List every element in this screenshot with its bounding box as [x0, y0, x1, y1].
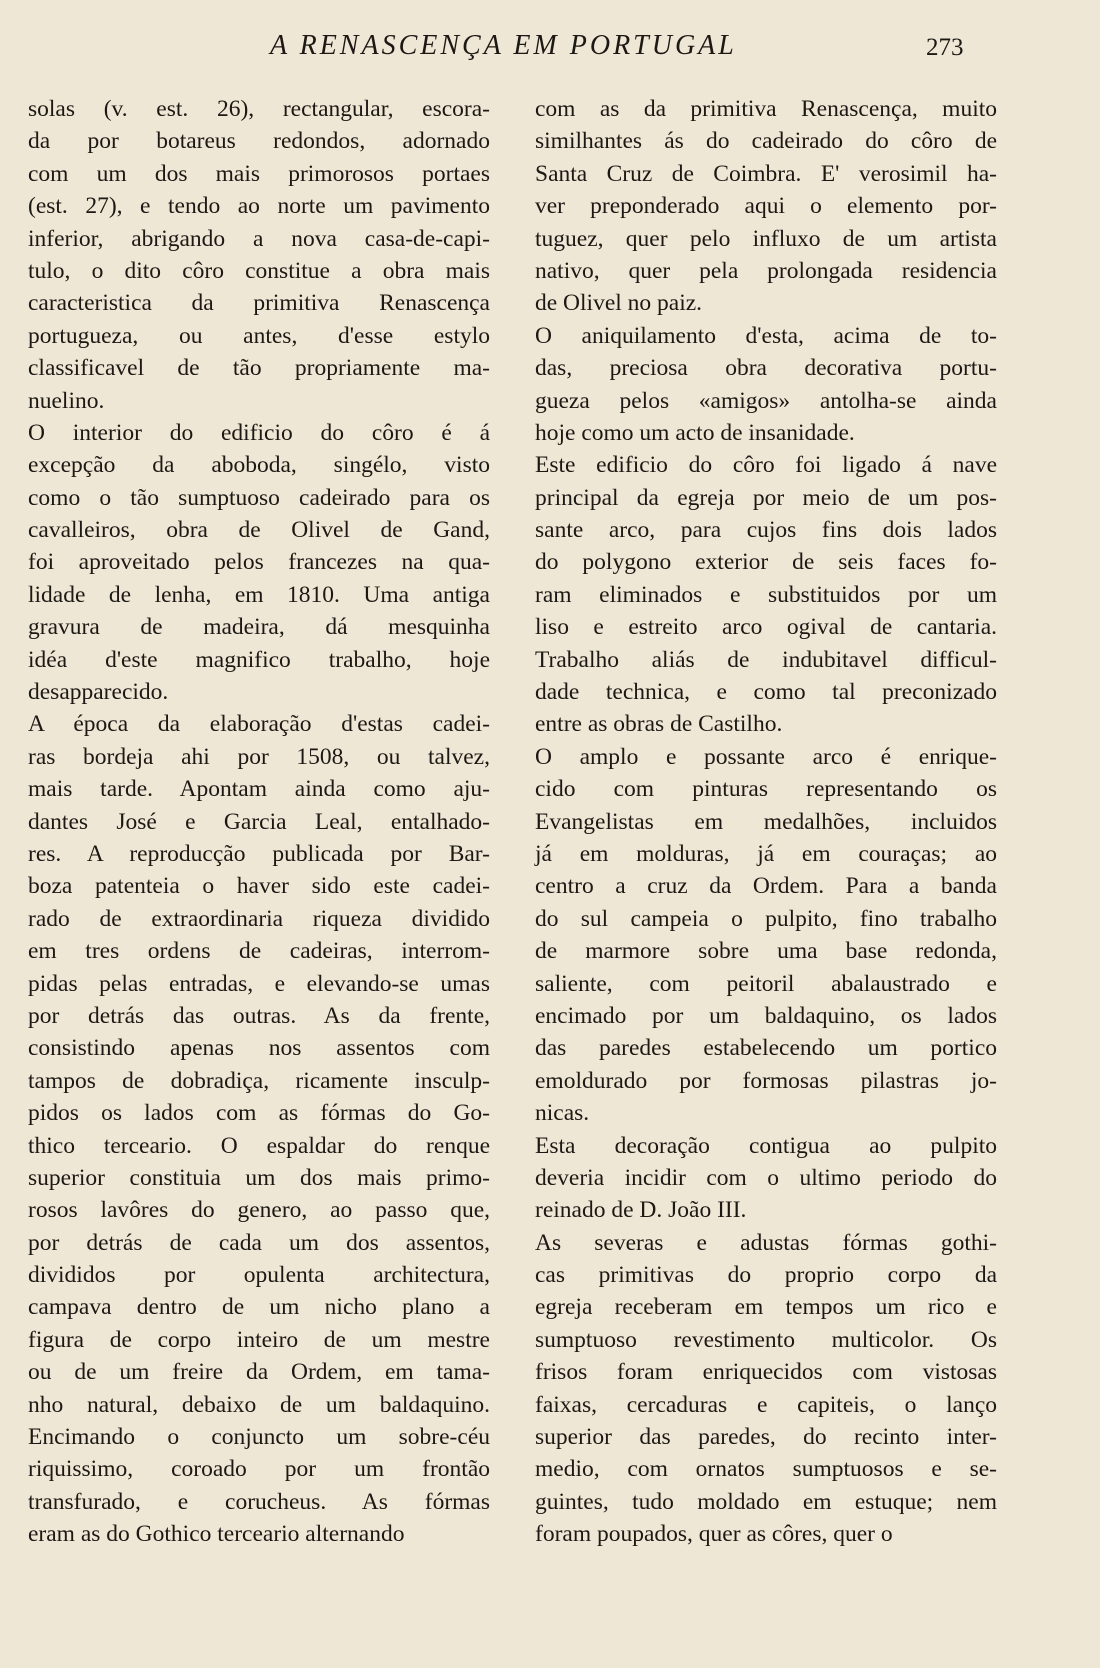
text-line: figura de corpo inteiro de um mestre [28, 1326, 490, 1353]
text-line: O aniquilamento d'esta, acima de to- [535, 322, 997, 349]
text-line: emoldurado por formosas pilastras jo- [535, 1067, 997, 1094]
text-line: com as da primitiva Renascença, muito [535, 96, 997, 122]
text-line: liso e estreito arco ogival de cantaria. [535, 614, 997, 641]
text-line: das paredes estabelecendo um portico [535, 1035, 997, 1062]
text-line: nuelino. [28, 387, 105, 414]
text-line: inferior, abrigando a nova casa-de-capi- [28, 225, 490, 252]
text-line: dantes José e Garcia Leal, entalhado- [28, 808, 490, 835]
text-line: A época da elaboração d'estas cadei- [28, 711, 490, 738]
text-line: hoje como um acto de insanidade. [535, 419, 855, 446]
text-line: solas (v. est. 26), rectangular, escora- [28, 96, 490, 122]
text-line: em tres ordens de cadeiras, interrom- [28, 938, 490, 965]
text-line: Esta decoração contigua ao pulpito [535, 1132, 997, 1159]
text-line: cido com pinturas representando os [535, 776, 997, 803]
text-line: de Olivel no paiz. [535, 290, 703, 317]
text-line: cas primitivas do proprio corpo da [535, 1262, 997, 1289]
text-line: gueza pelos «amigos» antolha-se ainda [535, 387, 997, 414]
text-line: principal da egreja por meio de um pos- [535, 484, 997, 511]
text-line: mais tarde. Apontam ainda como aju- [28, 776, 490, 803]
text-line: pidos os lados com as fórmas do Go- [28, 1100, 490, 1127]
running-title: A RENASCENÇA EM PORTUGAL [270, 30, 737, 61]
text-line: Este edificio do côro foi ligado á nave [535, 452, 997, 479]
text-line: nho natural, debaixo de um baldaquino. [28, 1391, 490, 1418]
text-line: egreja receberam em tempos um rico e [535, 1294, 997, 1321]
text-line: boza patenteia o haver sido este cadei- [28, 873, 490, 900]
text-line: idéa d'este magnifico trabalho, hoje [28, 646, 490, 673]
text-line: como o tão sumptuoso cadeirado para os [28, 484, 490, 511]
text-line: por detrás das outras. As da frente, [28, 1002, 490, 1029]
text-line: nicas. [535, 1100, 590, 1127]
text-line: guintes, tudo moldado em estuque; nem [535, 1488, 997, 1515]
text-line: divididos por opulenta architectura, [28, 1262, 490, 1289]
text-line: consistindo apenas nos assentos com [28, 1035, 490, 1062]
text-line: portugueza, ou antes, d'esse estylo [28, 322, 490, 349]
text-line: do sul campeia o pulpito, fino trabalho [535, 905, 997, 932]
text-line: superior das paredes, do recinto inter- [535, 1424, 997, 1451]
text-line: sante arco, para cujos fins dois lados [535, 517, 997, 544]
text-line: cavalleiros, obra de Olivel de Gand, [28, 517, 490, 544]
text-line: eram as do Gothico terceario alternando [28, 1521, 405, 1548]
text-line: por detrás de cada um dos assentos, [28, 1229, 490, 1256]
text-line: ou de um freire da Ordem, em tama- [28, 1359, 490, 1386]
text-line: O amplo e possante arco é enrique- [535, 743, 997, 770]
text-line: gravura de madeira, dá mesquinha [28, 614, 490, 641]
text-line: O interior do edificio do côro é á [28, 419, 490, 446]
text-line: encimado por um baldaquino, os lados [535, 1002, 997, 1029]
text-line: As severas e adustas fórmas gothi- [535, 1229, 997, 1256]
text-line: superior constituia um dos mais primo- [28, 1164, 490, 1191]
text-line: tampos de dobradiça, ricamente insculp- [28, 1067, 490, 1094]
text-line: campava dentro de um nicho plano a [28, 1294, 490, 1321]
text-line: ram eliminados e substituidos por um [535, 581, 997, 608]
text-line: tuguez, quer pelo influxo de um artista [535, 225, 997, 252]
text-line: Encimando o conjuncto um sobre-céu [28, 1424, 490, 1451]
text-line: tulo, o dito côro constitue a obra mais [28, 257, 490, 284]
text-line: reinado de D. João III. [535, 1197, 747, 1224]
text-line: deveria incidir com o ultimo periodo do [535, 1164, 997, 1191]
text-line: pidas pelas entradas, e elevando-se umas [28, 970, 490, 997]
text-line: similhantes ás do cadeirado do côro de [535, 128, 997, 155]
text-line: frisos foram enriquecidos com vistosas [535, 1359, 997, 1386]
text-line: Santa Cruz de Coimbra. E' verosimil ha- [535, 160, 997, 187]
text-line: nativo, quer pela prolongada residencia [535, 257, 997, 284]
text-line: foi aproveitado pelos francezes na qua- [28, 549, 490, 576]
text-line: ras bordeja ahi por 1508, ou talvez, [28, 743, 490, 770]
text-line: thico terceario. O espaldar do renque [28, 1132, 490, 1159]
text-line: (est. 27), e tendo ao norte um pavimento [28, 193, 490, 220]
text-line: excepção da aboboda, singélo, visto [28, 452, 490, 479]
text-line: transfurado, e corucheus. As fórmas [28, 1488, 490, 1515]
page-header [0, 30, 1100, 70]
text-line: entre as obras de Castilho. [535, 711, 783, 738]
text-line: faixas, cercaduras e capiteis, o lanço [535, 1391, 997, 1418]
text-line: classificavel de tão propriamente ma- [28, 355, 490, 382]
text-line: ver preponderado aqui o elemento por- [535, 193, 997, 220]
text-line: riquissimo, coroado por um frontão [28, 1456, 490, 1483]
text-line: desapparecido. [28, 679, 169, 706]
text-line: foram poupados, quer as côres, quer o [535, 1521, 893, 1548]
text-line: medio, com ornatos sumptuosos e se- [535, 1456, 997, 1483]
text-line: caracteristica da primitiva Renascença [28, 290, 490, 317]
text-line: saliente, com peitoril abalaustrado e [535, 970, 997, 997]
page-number: 273 [926, 34, 964, 61]
text-line: sumptuoso revestimento multicolor. Os [535, 1326, 997, 1353]
text-line: de marmore sobre uma base redonda, [535, 938, 997, 965]
text-line: da por botareus redondos, adornado [28, 128, 490, 155]
text-line: centro a cruz da Ordem. Para a banda [535, 873, 997, 900]
text-line: rosos lavôres do genero, ao passo que, [28, 1197, 490, 1224]
text-line: do polygono exterior de seis faces fo- [535, 549, 997, 576]
left-text-column [28, 93, 490, 1551]
text-line: Evangelistas em medalhões, incluidos [535, 808, 997, 835]
text-line: lidade de lenha, em 1810. Uma antiga [28, 581, 490, 608]
text-line: das, preciosa obra decorativa portu- [535, 355, 997, 382]
text-line: rado de extraordinaria riqueza dividido [28, 905, 490, 932]
text-line: Trabalho aliás de indubitavel difficul- [535, 646, 997, 673]
text-line: com um dos mais primorosos portaes [28, 160, 490, 187]
text-line: dade technica, e como tal preconizado [535, 679, 997, 706]
text-line: res. A reproducção publicada por Bar- [28, 840, 490, 867]
right-text-column [535, 93, 997, 1551]
text-line: já em molduras, já em couraças; ao [535, 840, 997, 867]
